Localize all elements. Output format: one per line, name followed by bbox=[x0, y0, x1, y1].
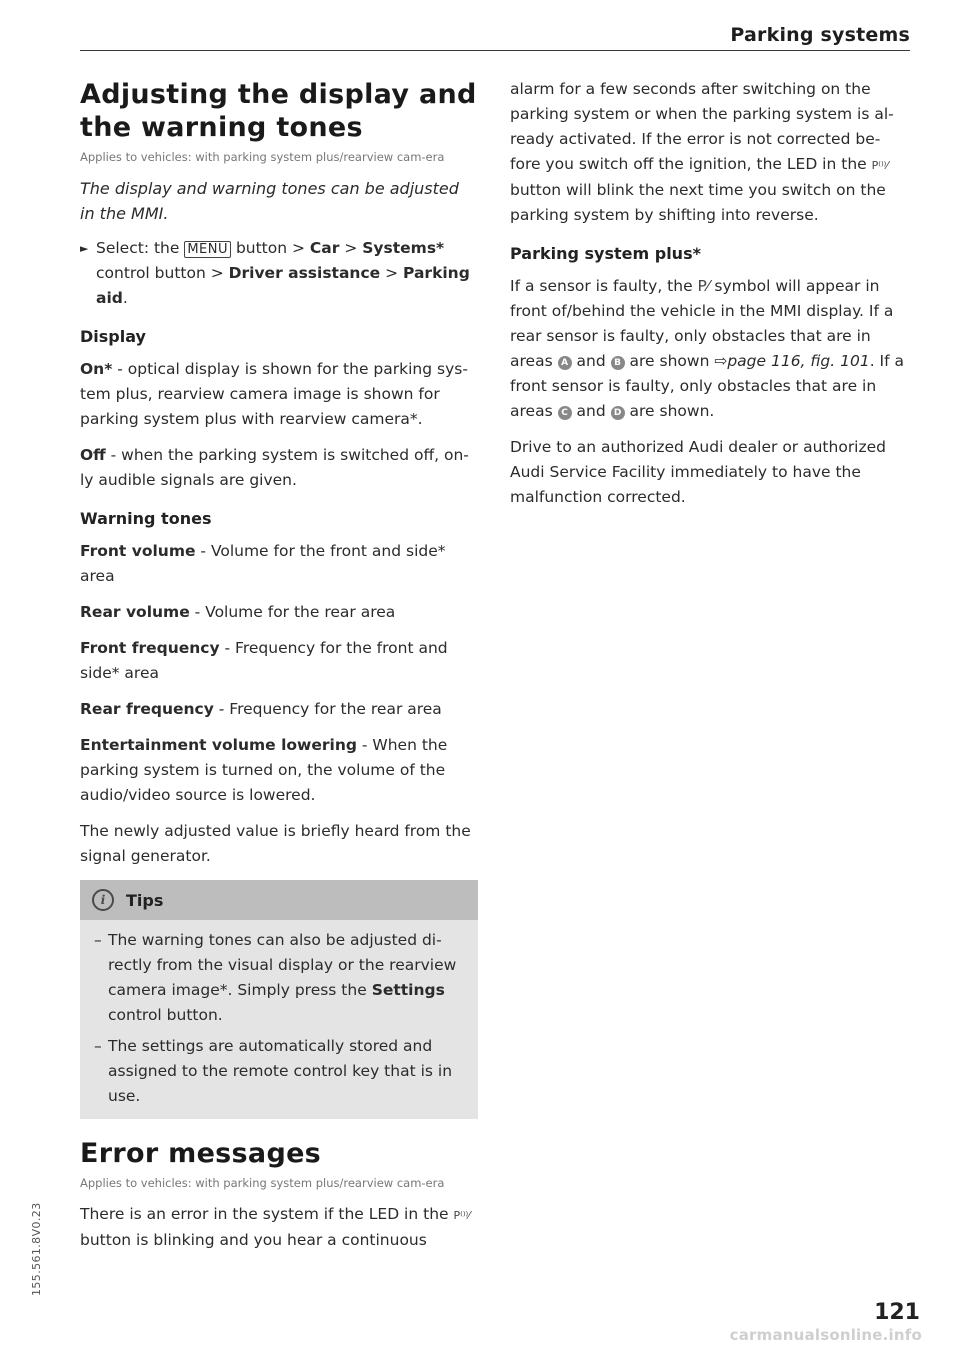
left-column bbox=[80, 70, 478, 1264]
subheading-warning-tones: Warning tones bbox=[80, 509, 212, 528]
section-heading-display-tones: Adjusting the display and the warning tones bbox=[80, 79, 477, 143]
area-a-badge: A bbox=[558, 356, 572, 370]
menu-key: MENU bbox=[184, 241, 231, 258]
info-icon: i bbox=[92, 889, 114, 911]
sensor-fault-icon: P⁄ bbox=[697, 277, 710, 295]
lead-paragraph: The display and warning tones can be adjusted in the MMI. bbox=[80, 179, 459, 223]
tips-body bbox=[80, 920, 478, 1119]
newly-adjusted-paragraph: The newly adjusted value is briefly heard from the signal generator. bbox=[80, 822, 471, 865]
page-number: 121 bbox=[874, 1300, 920, 1325]
area-c-badge: C bbox=[558, 406, 572, 420]
section-heading-error-messages: Error messages bbox=[80, 1138, 322, 1169]
right-column bbox=[510, 77, 910, 521]
dash-bullet: – bbox=[94, 931, 102, 949]
tips-title: Tips bbox=[126, 890, 164, 910]
subheading-display: Display bbox=[80, 327, 146, 346]
tips-header bbox=[80, 880, 478, 920]
area-b-badge: B bbox=[611, 356, 625, 370]
option-front-volume: Front volume - Volume for the front and side* area bbox=[80, 542, 446, 585]
page-reference-link[interactable]: page 116, fig. 101 bbox=[727, 352, 870, 370]
subheading-parking-system-plus: Parking system plus* bbox=[510, 244, 701, 263]
applies-note: Applies to vehicles: with parking system plus/rearview cam-era bbox=[80, 1176, 445, 1190]
dash-bullet: – bbox=[94, 1037, 102, 1055]
reference-arrow-icon: ⇨ bbox=[714, 352, 728, 370]
option-front-frequency: Front frequency - Frequency for the front and side* area bbox=[80, 639, 448, 682]
step-arrow-icon: ► bbox=[80, 242, 89, 255]
area-d-badge: D bbox=[611, 406, 625, 420]
margin-code: 155.561.8V0.23 bbox=[30, 1202, 43, 1296]
drive-paragraph: Drive to an authorized Audi dealer or authorized Audi Service Facility immediately to have the malfunction corrected. bbox=[510, 438, 887, 506]
option-rear-frequency: Rear frequency - Frequency for the rear area bbox=[80, 700, 442, 718]
parking-button-icon: P⁽⁾⁾⁄ bbox=[453, 1209, 471, 1222]
watermark: carmanualsonline.info bbox=[729, 1326, 922, 1344]
running-header: Parking systems bbox=[730, 24, 910, 46]
tips-box bbox=[80, 880, 478, 1119]
instruction-step: ► Select: the MENU button > Car > Systems* control button > Driver assistance > Parking aid. bbox=[80, 236, 478, 311]
continued-paragraph: alarm for a few seconds after switching on the parking system or when the parking system is al-ready activated. If the error is not corrected be-fore you switch off the ignition, the LED in the P⁽⁾⁾⁄ button will blink the next time you switch on the parking system by shifting into reverse. bbox=[510, 80, 894, 224]
parking-button-icon: P⁽⁾⁾⁄ bbox=[871, 159, 889, 172]
option-rear-volume: Rear volume - Volume for the rear area bbox=[80, 603, 396, 621]
header-rule bbox=[80, 50, 910, 51]
applies-note: Applies to vehicles: with parking system plus/rearview cam-era bbox=[80, 150, 445, 164]
tips-item: – The warning tones can also be adjusted di-rectly from the visual display or the rearview camera image*. Simply press the Settings control button. bbox=[94, 928, 464, 1028]
error-paragraph: There is an error in the system if the LED in the P⁽⁾⁾⁄ button is blinking and you hear a continuous bbox=[80, 1205, 471, 1249]
option-entertainment-lowering: Entertainment volume lowering - When the parking system is turned on, the volume of the audio/video source is lowered. bbox=[80, 736, 448, 804]
option-off: Off - when the parking system is switched off, on-ly audible signals are given. bbox=[80, 446, 469, 489]
sensor-fault-paragraph: If a sensor is faulty, the P⁄ symbol will appear in front of/behind the vehicle in the MMI display. If a rear sensor is faulty, only obstacles that are in areas A and B are shown ⇨page 116, fig. 101. If a front sensor is faulty, only obstacles that are in areas C and D are shown. bbox=[510, 277, 905, 420]
tips-item: – The settings are automatically stored and assigned to the remote control key that is in use. bbox=[94, 1034, 464, 1109]
option-on: On* - optical display is shown for the parking sys-tem plus, rearview camera image is shown for parking system plus with rearview camera*. bbox=[80, 360, 468, 428]
